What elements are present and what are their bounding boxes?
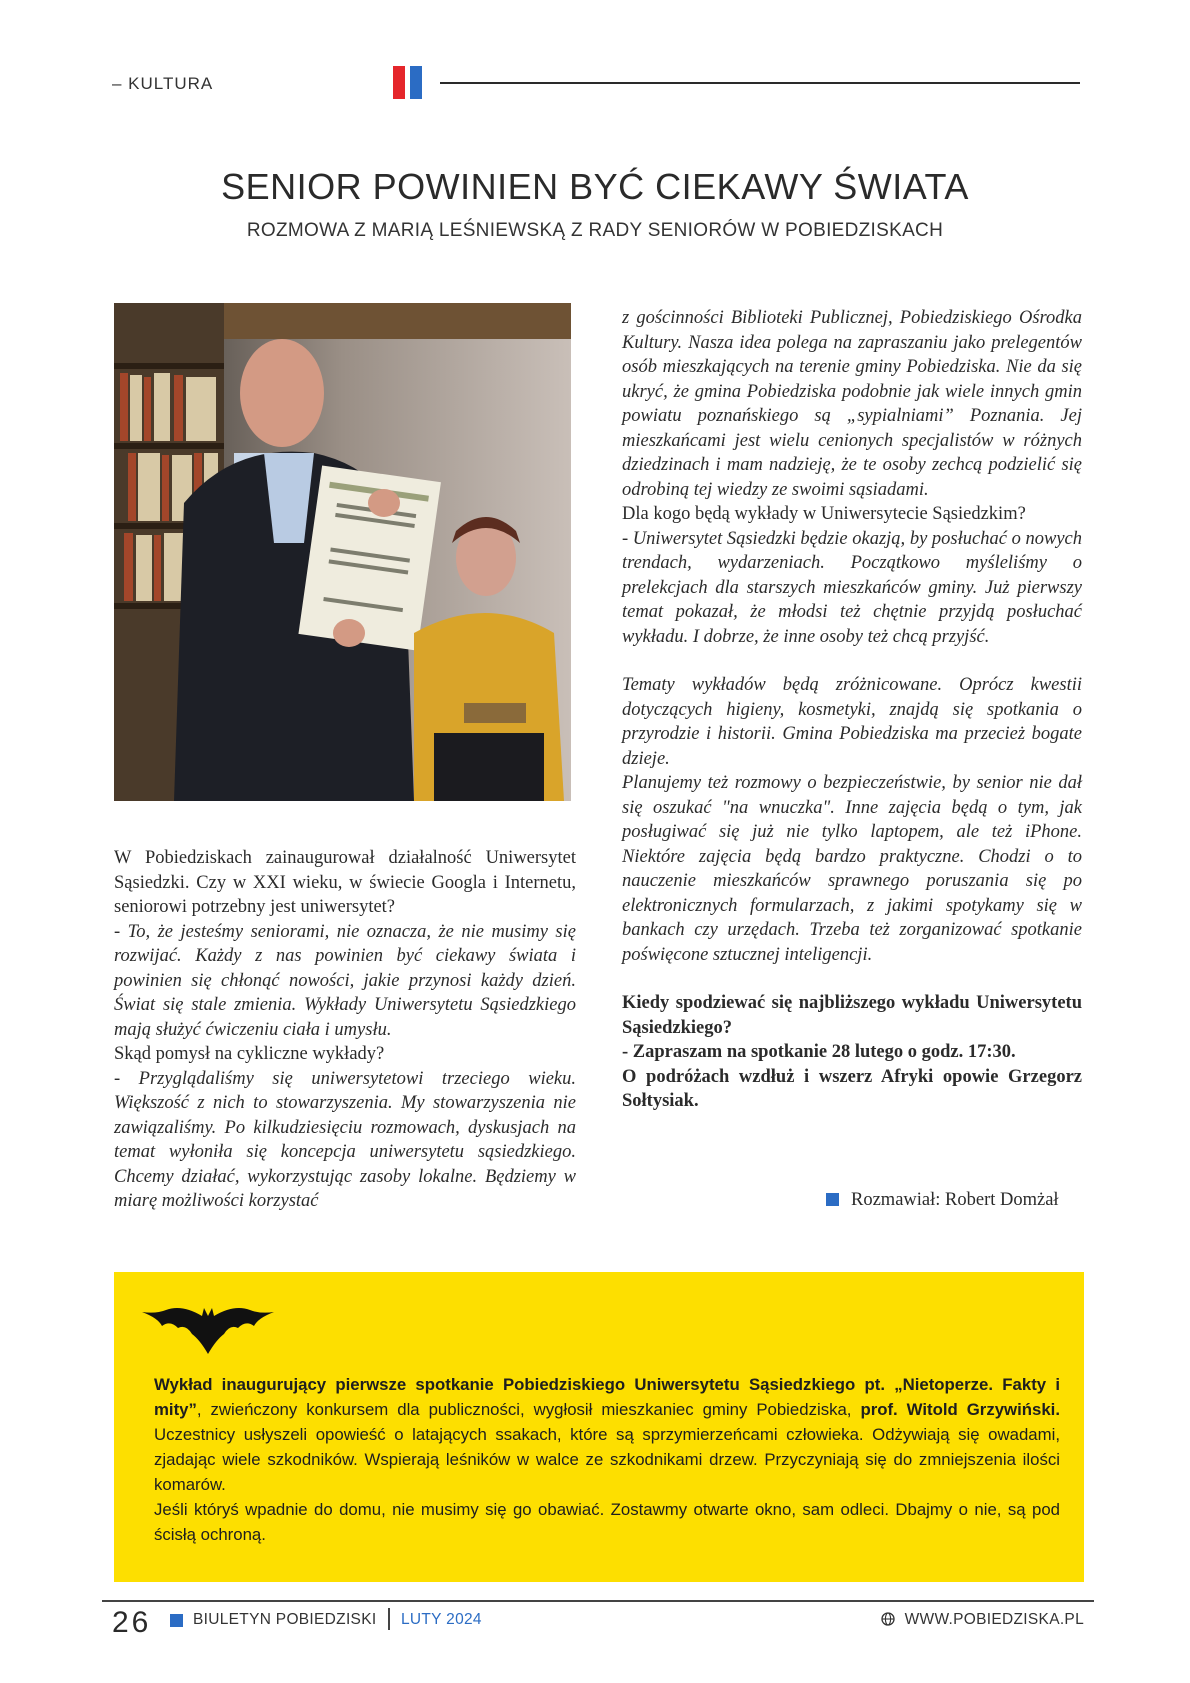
article-title: SENIOR POWINIEN BYĆ CIEKAWY ŚWIATA	[221, 166, 969, 207]
paragraph-gap	[622, 967, 1082, 991]
bat-icon	[142, 1300, 274, 1356]
issue-date: LUTY 2024	[401, 1611, 482, 1628]
article-photo	[114, 303, 571, 801]
answer-4: - Zapraszam na spotkanie 28 lutego o godz. 17:30.	[622, 1042, 1016, 1062]
website-link[interactable]	[881, 1611, 1084, 1629]
question-2: Skąd pomysł na cykliczne wykłady?	[114, 1044, 385, 1064]
footer-divider	[102, 1600, 1094, 1602]
question-3: Dla kogo będą wykłady w Uniwersytecie Sąsiedzkim?	[622, 504, 1026, 524]
info-box	[114, 1272, 1084, 1582]
answer-1: - To, że jesteśmy seniorami, nie oznacza, że nie musimy się rozwijać. Każdy z nas powinien być ciekawy świata i powinien się chłonąć nowości, jakie przynosi każdy dzień. Świat się stale zmienia. Wykłady Uniwersytetu Sąsiedzkiego mają służyć ćwiczeniu ciała i umysłu.	[114, 921, 576, 1040]
answer-3-topics: Tematy wykładów będą zróżnicowane. Oprócz kwestii dotyczących higieny, kosmetyki, znajdą się spotkania o przyrodzie i historii. Gmina Pobiedziska ma przecież bogate dzieje.	[622, 675, 1082, 769]
photo-illustration	[114, 303, 571, 801]
globe-icon	[881, 1612, 895, 1626]
question-4: Kiedy spodziewać się najbliższego wykładu Uniwersytetu Sąsiedzkiego?	[622, 993, 1082, 1038]
byline-text: Rozmawiał: Robert Domżał	[851, 1190, 1059, 1210]
article-column-right	[622, 306, 1082, 1114]
article-subtitle: ROZMOWA Z MARIĄ LEŚNIEWSKĄ Z RADY SENIORÓW W POBIEDZISKACH	[246, 220, 944, 241]
footer-marker	[170, 1614, 183, 1627]
byline	[826, 1190, 1059, 1211]
section-label: – KULTURA	[112, 74, 214, 93]
answer-3-plans: Planujemy też rozmowy o bezpieczeństwie, by senior nie dał się oszukać "na wnuczka". Inne zajęcia będą o tym, jak posługiwać się już nie tylko laptopem, ale też iPhone. Niektóre zajęcia będą bardzo praktyczne. Chodzi o to nauczenie mieszkańców sprawnego poruszania się po elektronicznych formularzach, z jakimi spotykamy się w bankach czy urzędach. Trzeba też zorganizować spotkanie poświęcone sztucznej inteligencji.	[622, 773, 1082, 965]
header-divider	[440, 82, 1080, 84]
paragraph-gap	[622, 649, 1082, 673]
footer-separator	[388, 1608, 390, 1630]
lecturer-name: prof. Witold Grzywiński.	[860, 1400, 1060, 1419]
info-box-text-part: , zwieńczony konkursem dla publiczności, wygłosił mieszkaniec gminy Pobiedziska,	[196, 1400, 861, 1419]
page-number: 26	[112, 1606, 152, 1639]
lecture-title: Wykład inaugurujący pierwsze spotkanie Pobiedziskiego Uniwersytetu Sąsiedzkiego pt. „Nietoperze. Fakty i mity”	[154, 1375, 1060, 1419]
info-box-text-part: Uczestnicy usłyszeli opowieść o latających ssakach, które są sprzymierzeńcami człowieka. Odżywiają się owadami, zjadając wiele szkodników. Wspierają leśników w walce ze szkodnikami drzew. Przyczyniają się do zmniejszenia ilości komarów.	[154, 1425, 1060, 1494]
article-column-left	[114, 846, 576, 1214]
answer-4-speaker: O podróżach wzdłuż i wszerz Afryki opowie Grzegorz Sołtysiak.	[622, 1066, 1082, 1111]
answer-2-continued: z gościnności Biblioteki Publicznej, Pobiedziskiego Ośrodka Kultury. Nasza idea polega na zapraszaniu jako prelegentów osób mieszkających na terenie gminy Pobiedziska. Nie da się ukryć, że gmina Pobiedziska podobnie jak wiele innych gmin powiatu poznańskiego są „sypialniami” Poznania. Jej mieszkańcami jest wielu cenionych specjalistów w różnych dziedzinach i mam nadzieję, że te osoby zechcą podzielić się odrobiną tej wiedzy ze swoimi sąsiadami.	[622, 308, 1082, 500]
info-box-text	[154, 1372, 1060, 1547]
question-1: W Pobiedziskach zainaugurował działalność Uniwersytet Sąsiedzki. Czy w XXI wieku, w świecie Googla i Internetu, seniorowi potrzebny jest uniwersytet?	[114, 848, 576, 917]
info-box-paragraph-1	[154, 1372, 1060, 1497]
flag-blue-bar	[410, 66, 422, 99]
byline-marker	[826, 1193, 839, 1206]
flag-red-bar	[393, 66, 405, 99]
answer-3: - Uniwersytet Sąsiedzki będzie okazją, by posłuchać o nowych trendach, wydarzeniach. Początkowo myśleliśmy o prelekcjach dla starszych mieszkańców gminy. Już pierwszy temat pokazał, że młodsi też chętnie przyjdą posłuchać wykładu. I dobrze, że inne osoby też chcą przyjść.	[622, 528, 1082, 647]
info-box-paragraph-2: Jeśli któryś wpadnie do domu, nie musimy się go obawiać. Zostawmy otwarte okno, sam odleci. Dbajmy o nie, są pod ścisłą ochroną.	[154, 1500, 1060, 1544]
website-text: WWW.POBIEDZISKA.PL	[904, 1611, 1084, 1628]
answer-2: - Przyglądaliśmy się uniwersytetowi trzeciego wieku. Większość z nich to stowarzyszenia. My stowarzyszenia nie zawiązaliśmy. Po kilkudziesięciu rozmowach, dyskusjach na temat wyłoniła się koncepcja uniwersytetu sąsiedzkiego. Chcemy działać, wykorzystując zasoby lokalne. Będziemy w miarę możliwości korzystać	[114, 1068, 576, 1211]
publication-name: BIULETYN POBIEDZISKI	[193, 1611, 377, 1628]
